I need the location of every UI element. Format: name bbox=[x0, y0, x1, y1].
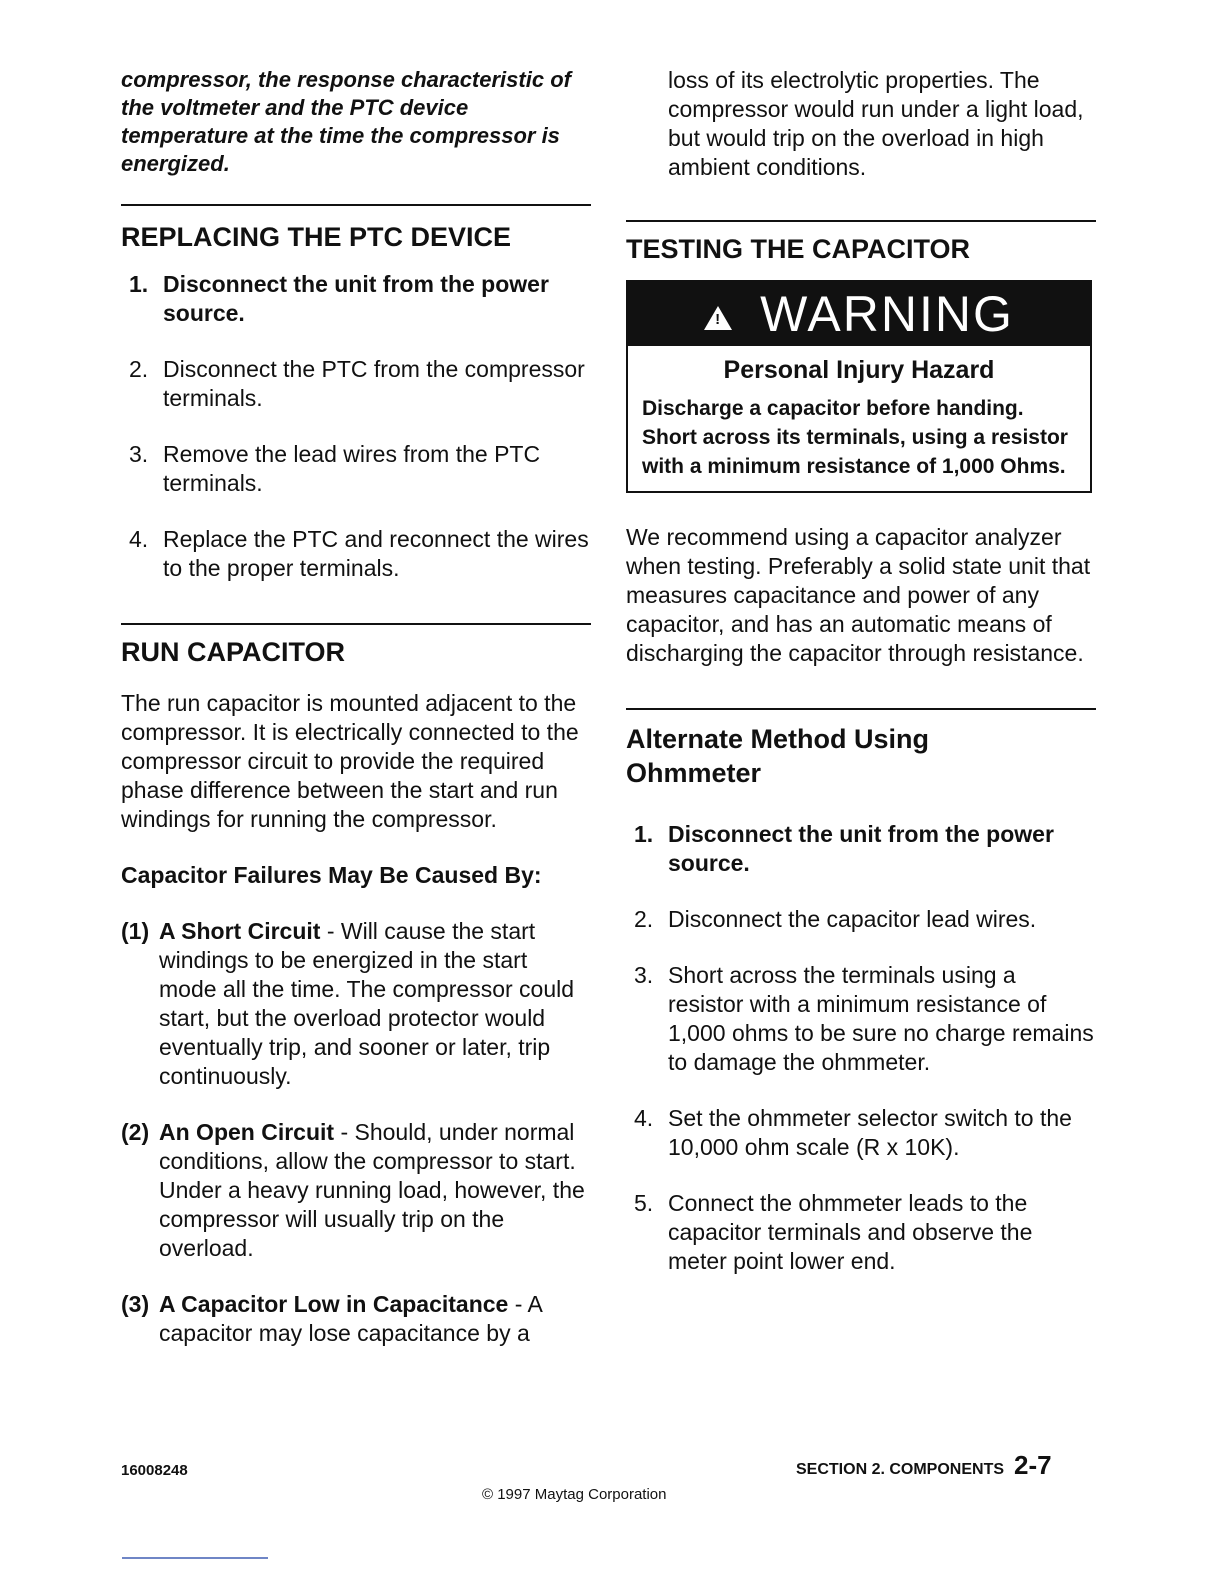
warning-title: WARNING bbox=[760, 286, 1014, 342]
right-column bbox=[626, 66, 1096, 1276]
page-number: 2-7 bbox=[1014, 1450, 1052, 1480]
replacing-ptc-steps bbox=[121, 270, 591, 583]
alternate-method-heading: Alternate Method Using Ohmmeter bbox=[626, 724, 930, 788]
section-label: SECTION 2. COMPONENTS bbox=[796, 1461, 1005, 1478]
list-item: 1. Disconnect the unit from the power source. bbox=[634, 821, 1054, 876]
list-item: 4. Replace the PTC and reconnect the wires to the proper terminals. bbox=[129, 526, 589, 581]
intro-right-text: loss of its electrolytic properties. The compressor would run under a light load, but would trip on the overload in high ambient conditions. bbox=[668, 67, 1084, 180]
run-capacitor-paragraph: The run capacitor is mounted adjacent to the compressor. It is electrically connected to the compressor circuit to provide the required phase difference between the start and run windings for running the compressor. bbox=[121, 690, 579, 832]
run-capacitor-heading: RUN CAPACITOR bbox=[121, 637, 346, 667]
list-item: 2. Disconnect the PTC from the compressor terminals. bbox=[129, 356, 585, 411]
cause-item: (3) A Capacitor Low in Capacitance - A capacitor may lose capacitance by a bbox=[121, 1291, 542, 1346]
replacing-ptc-heading: REPLACING THE PTC DEVICE bbox=[121, 222, 512, 252]
section-divider bbox=[626, 708, 1096, 710]
copyright: © 1997 Maytag Corporation bbox=[482, 1486, 667, 1503]
section-divider bbox=[626, 220, 1096, 222]
section-divider bbox=[121, 204, 591, 206]
list-item: 5. Connect the ohmmeter leads to the capacitor terminals and observe the meter point lower end. bbox=[634, 1190, 1033, 1274]
cause-item: (2) An Open Circuit - Should, under normal conditions, allow the compressor to start. Under a heavy running load, however, the compressor will usually trip on the overload. bbox=[121, 1119, 585, 1261]
list-item: 2. Disconnect the capacitor lead wires. bbox=[634, 906, 1037, 932]
warning-box bbox=[626, 280, 1092, 493]
section-footer bbox=[796, 1450, 1052, 1481]
list-item: 1. Disconnect the unit from the power source. bbox=[129, 271, 549, 326]
footer-divider bbox=[122, 1557, 268, 1559]
warning-subtitle: Personal Injury Hazard bbox=[723, 356, 995, 384]
document-number: 16008248 bbox=[121, 1462, 188, 1479]
left-column bbox=[121, 66, 591, 1348]
section-divider bbox=[121, 623, 591, 625]
list-item: 4. Set the ohmmeter selector switch to the 10,000 ohm scale (R x 10K). bbox=[634, 1105, 1072, 1160]
warning-banner bbox=[628, 282, 1090, 346]
list-item: 3. Remove the lead wires from the PTC terminals. bbox=[129, 441, 541, 496]
intro-italic-text: compressor, the response characteristic of the voltmeter and the PTC device temperature at the time the compressor is energized. bbox=[121, 67, 571, 176]
cause-item: (1) A Short Circuit - Will cause the start windings to be energized in the start mode all the time. The compressor could start, but the overload protector would eventually trip, and sooner or later, trip continuously. bbox=[121, 918, 575, 1089]
capacitor-failures-heading: Capacitor Failures May Be Caused By: bbox=[121, 862, 542, 888]
warning-triangle-icon: ! bbox=[704, 306, 732, 330]
alternate-method-steps bbox=[626, 820, 1096, 1276]
warning-body: Discharge a capacitor before handing. Short across its terminals, using a resistor with a minimum resistance of 1,000 Ohms. bbox=[642, 397, 1068, 478]
list-item: 3. Short across the terminals using a resistor with a minimum resistance of 1,000 ohms to be sure no charge remains to damage the ohmmeter. bbox=[634, 962, 1094, 1075]
testing-paragraph: We recommend using a capacitor analyzer when testing. Preferably a solid state unit that measures capacitance and power of any capacitor, and has an automatic means of discharging the capacitor through resistance. bbox=[626, 524, 1091, 666]
testing-capacitor-heading: TESTING THE CAPACITOR bbox=[626, 234, 971, 264]
